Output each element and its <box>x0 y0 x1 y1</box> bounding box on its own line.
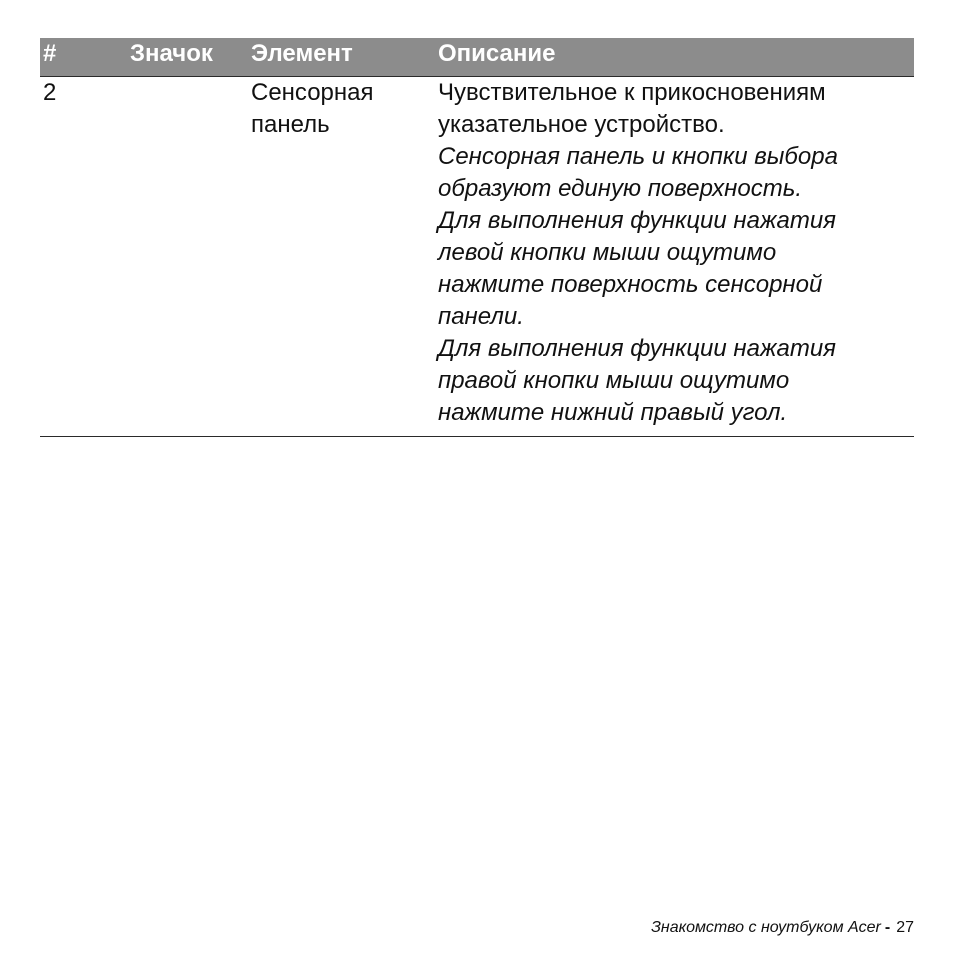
description-line: Чувствительное к прикосновениям <box>438 79 826 106</box>
header-num: # <box>43 40 57 67</box>
header-description: Описание <box>438 40 556 67</box>
description-line: правой кнопки мыши ощутимо <box>438 367 790 394</box>
description-line: панели. <box>438 303 524 330</box>
header-element: Элемент <box>251 40 353 67</box>
description-line: Сенсорная панель и кнопки выбора <box>438 143 838 170</box>
footer-title: Знакомство с ноутбуком Acer <box>651 919 881 936</box>
description-line: Для выполнения функции нажатия <box>438 335 836 362</box>
row-element-line: Сенсорная <box>251 79 374 106</box>
description-line: нажмите поверхность сенсорной <box>438 271 823 298</box>
header-icon: Значок <box>130 40 213 67</box>
footer-separator: - <box>884 919 891 936</box>
description-line: левой кнопки мыши ощутимо <box>438 239 777 266</box>
row-description <box>438 77 908 429</box>
table-header-row <box>40 38 914 77</box>
description-line: нажмите нижний правый угол. <box>438 399 788 426</box>
component-table <box>40 38 914 437</box>
row-element <box>251 77 421 141</box>
description-line: образуют единую поверхность. <box>438 175 802 202</box>
description-line: Для выполнения функции нажатия <box>438 207 836 234</box>
description-line: указательное устройство. <box>438 111 725 138</box>
row-num: 2 <box>43 79 57 106</box>
row-element-line: панель <box>251 111 330 138</box>
page-footer <box>651 916 914 940</box>
table-row <box>40 77 914 437</box>
page-number: 27 <box>896 919 914 936</box>
